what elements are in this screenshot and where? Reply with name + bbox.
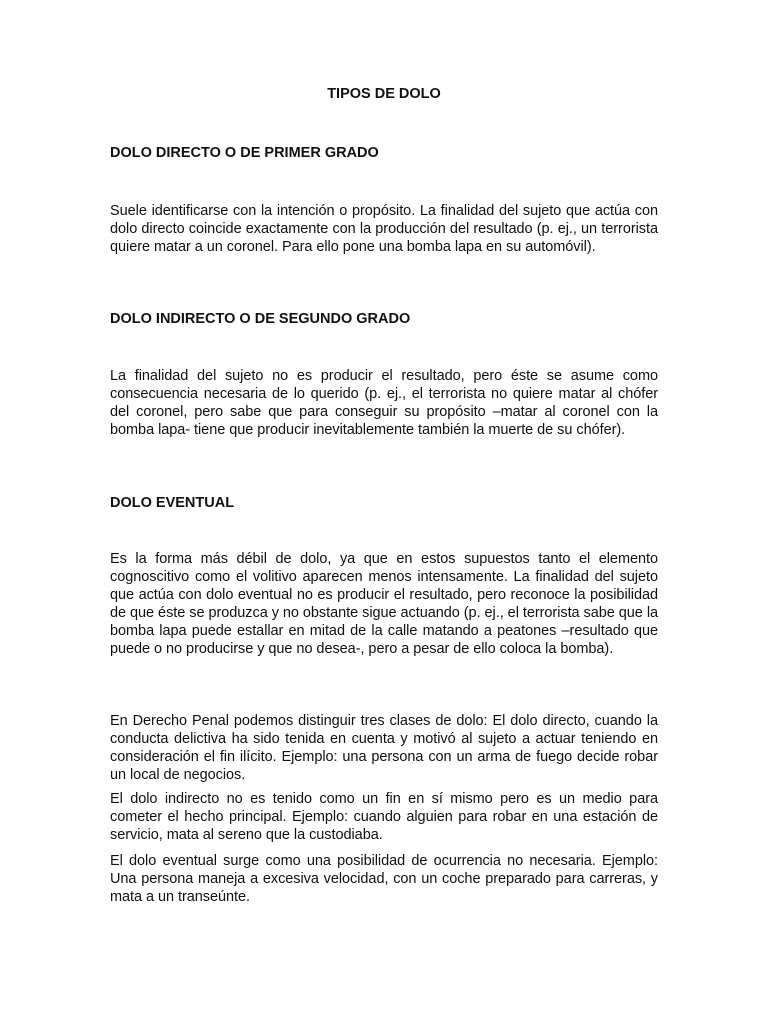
page-title: TIPOS DE DOLO	[327, 86, 441, 102]
section-paragraph-dolo-eventual: Es la forma más débil de dolo, ya que en estos supuestos tanto el elemento cognoscitivo como el volitivo aparecen menos intensamente. La finalidad del sujeto que actúa con dolo eventual no es producir el resultado, pero reconoce la posibilidad de que éste se produzca y no obstante sigue actuando (p. ej., el terrorista sabe que la bomba lapa puede estallar en mitad de la calle matando a peatones –resultado que puede o no producirse y que no desea-, pero a pesar de ello coloca la bomba).	[110, 551, 658, 657]
section-paragraph-dolo-directo: Suele identificarse con la intención o propósito. La finalidad del sujeto que actúa con dolo directo coincide exactamente con la producción del resultado (p. ej., un terrorista quiere matar a un coronel. Para ello pone una bomba lapa en su automóvil).	[110, 203, 658, 255]
section-heading-dolo-indirecto: DOLO INDIRECTO O DE SEGUNDO GRADO	[110, 311, 411, 327]
section-heading-dolo-eventual: DOLO EVENTUAL	[110, 495, 235, 511]
section-heading-dolo-directo: DOLO DIRECTO O DE PRIMER GRADO	[110, 145, 379, 161]
closing-paragraph-dolo-eventual: El dolo eventual surge como una posibilidad de ocurrencia no necesaria. Ejemplo: Una persona maneja a excesiva velocidad, con un coche preparado para carreras, y mata a un transeúnte.	[110, 853, 658, 905]
closing-paragraph-clases-de-dolo: En Derecho Penal podemos distinguir tres clases de dolo: El dolo directo, cuando la conducta delictiva ha sido tenida en cuenta y motivó al sujeto a actuar teniendo en consideración el fin ilícito. Ejemplo: una persona con un arma de fuego decide robar un local de negocios.	[110, 713, 658, 783]
closing-paragraph-dolo-indirecto: El dolo indirecto no es tenido como un fin en sí mismo pero es un medio para cometer el hecho principal. Ejemplo: cuando alguien para robar en una estación de servicio, mata al sereno que la custodiaba.	[110, 791, 658, 843]
section-paragraph-dolo-indirecto: La finalidad del sujeto no es producir el resultado, pero éste se asume como consecuencia necesaria de lo querido (p. ej., el terrorista no quiere matar al chófer del coronel, pero sabe que para conseguir su propósito –matar al coronel con la bomba lapa- tiene que producir inevitablemente también la muerte de su chófer).	[110, 368, 658, 438]
